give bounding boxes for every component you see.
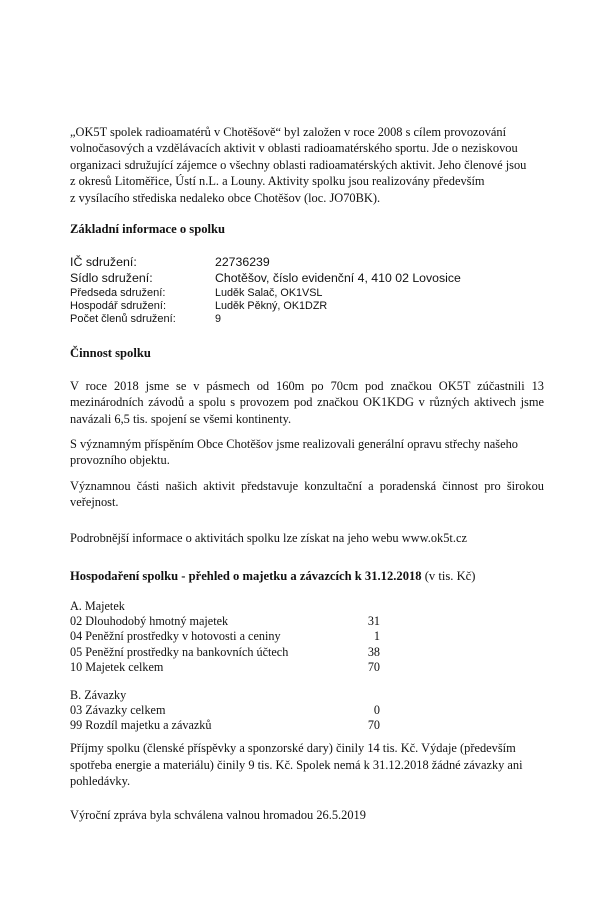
info-value: Luděk Salač, OK1VSL bbox=[215, 286, 323, 299]
intro-paragraph bbox=[70, 124, 540, 206]
liabilities-section bbox=[70, 688, 380, 734]
intro-line: z vysílacího střediska nedaleko obce Chotěšov (loc. JO70BK). bbox=[70, 190, 381, 205]
info-row bbox=[70, 299, 490, 312]
assets-row-label: 10 Majetek celkem bbox=[70, 659, 164, 674]
info-label: Hospodář sdružení: bbox=[70, 299, 166, 312]
assets-row-value: 38 bbox=[367, 644, 380, 659]
assets-row bbox=[70, 645, 380, 660]
approval-note: Výroční zpráva byla schválena valnou hromadou 26.5.2019 bbox=[70, 808, 366, 822]
liabilities-row-label: 99 Rozdíl majetku a závazků bbox=[70, 718, 212, 733]
info-label: IČ sdružení: bbox=[70, 255, 137, 269]
basic-info-heading: Základní informace o spolku bbox=[70, 222, 226, 236]
activity-line: veřejnost. bbox=[70, 495, 119, 510]
info-row bbox=[70, 254, 490, 270]
activity-paragraph bbox=[70, 436, 544, 469]
activity-line: provozního objektu. bbox=[70, 453, 170, 468]
activity-line: S významným příspěním Obce Chotěšov jsme realizovali generální opravu střechy našeho bbox=[70, 437, 519, 451]
intro-line: z okresů Litoměřice, Ústí n.L. a Louny. Aktivity spolku jsou realizovány především bbox=[70, 174, 485, 189]
info-label: Předseda sdružení: bbox=[70, 286, 166, 299]
assets-section bbox=[70, 599, 380, 675]
activity-line: Významnou části našich aktivit představuje konzultační a poradenská činnost pro širokou bbox=[70, 479, 544, 493]
liabilities-row-value: 0 bbox=[373, 703, 380, 718]
assets-row bbox=[70, 629, 380, 644]
income-line: spotřeba energie a materiálu) činily 9 tis. Kč. Spolek nemá k 31.12.2018 žádné závazky ani bbox=[70, 757, 523, 772]
assets-row-value: 1 bbox=[373, 629, 380, 644]
info-value: 22736239 bbox=[215, 255, 270, 269]
intro-line: volnočasových a vzdělávacích aktivit v oblasti radioamatérského sportu. Jde o neziskovou bbox=[70, 141, 518, 156]
liabilities-heading: B. Závazky bbox=[70, 688, 127, 702]
info-label: Počet členů sdružení: bbox=[70, 312, 176, 325]
liabilities-row-value: 70 bbox=[367, 718, 380, 733]
liabilities-row bbox=[70, 718, 380, 733]
info-row bbox=[70, 286, 490, 299]
intro-line: „OK5T spolek radioamatérů v Chotěšově“ byl založen v roce 2008 s cílem provozování bbox=[70, 125, 507, 139]
income-line: pohledávky. bbox=[70, 774, 131, 789]
info-row bbox=[70, 312, 490, 325]
activity-paragraph bbox=[70, 530, 544, 546]
liabilities-row bbox=[70, 703, 380, 718]
assets-heading: A. Majetek bbox=[70, 599, 125, 613]
info-value: Chotěšov, číslo evidenční 4, 410 02 Lovosice bbox=[215, 271, 461, 285]
activity-paragraph bbox=[70, 478, 544, 511]
info-label: Sídlo sdružení: bbox=[70, 271, 153, 285]
activity-heading: Činnost spolku bbox=[70, 346, 151, 360]
activity-line: V roce 2018 jsme se v pásmech od 160m po 70cm pod značkou OK5T zúčastnili 13 bbox=[70, 379, 544, 393]
assets-row-label: 05 Peněžní prostředky na bankovních účtech bbox=[70, 644, 289, 659]
assets-row bbox=[70, 660, 380, 675]
economy-heading bbox=[70, 569, 475, 584]
income-paragraph bbox=[70, 740, 544, 790]
basic-info-table bbox=[70, 254, 490, 325]
info-value: Luděk Pěkný, OK1DZR bbox=[215, 299, 328, 312]
info-row bbox=[70, 270, 490, 286]
liabilities-row-label: 03 Závazky celkem bbox=[70, 703, 166, 718]
activity-line: mezinárodních závodů a spolu s provozem pod značkou OK1KDG v různých aktivech jsme bbox=[70, 395, 544, 410]
assets-row-label: 02 Dlouhodobý hmotný majetek bbox=[70, 614, 229, 629]
activity-paragraph bbox=[70, 378, 544, 427]
income-line: Příjmy spolku (členské příspěvky a sponzorské dary) činily 14 tis. Kč. Výdaje (především bbox=[70, 741, 516, 755]
intro-line: organizaci sdružující zájemce o všechny oblasti radioamatérských aktivit. Jeho členové jsou bbox=[70, 157, 527, 172]
activity-line: navázali 6,5 tis. spojení se všemi kontinenty. bbox=[70, 411, 292, 426]
activity-line: Podrobnější informace o aktivitách spolku lze získat na jeho webu www.ok5t.cz bbox=[70, 531, 467, 545]
info-value: 9 bbox=[215, 312, 222, 325]
assets-row-label: 04 Peněžní prostředky v hotovosti a ceniny bbox=[70, 629, 281, 644]
assets-row bbox=[70, 614, 380, 629]
economy-heading-text: Hospodaření spolku - přehled o majetku a závazcích k 31.12.2018 bbox=[70, 569, 422, 583]
economy-heading-unit: (v tis. Kč) bbox=[421, 569, 476, 583]
assets-row-value: 70 bbox=[367, 659, 380, 674]
assets-row-value: 31 bbox=[367, 614, 380, 629]
